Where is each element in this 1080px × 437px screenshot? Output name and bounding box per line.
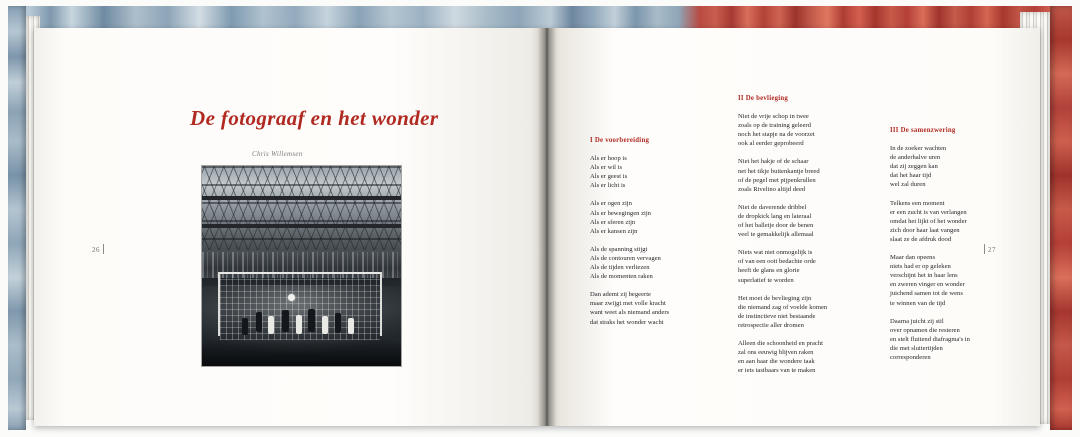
poem-stanza xyxy=(890,144,1020,189)
photo-player xyxy=(296,315,302,334)
poem-line: corresponderen xyxy=(890,353,931,361)
poem-line: zoals op de training geleerd xyxy=(738,122,811,130)
poem-line: en zweren vinger en wonder xyxy=(890,281,965,289)
poem-line: Als de contouren vervagen xyxy=(590,254,661,262)
poem-line: Niet de daverende dribbel xyxy=(738,203,807,211)
poem-stanza xyxy=(738,203,866,239)
poem-line: Het moet de bevlieging zijn xyxy=(738,294,812,302)
poem-line: dat straks het wonder wacht xyxy=(590,318,664,326)
poem-line: dat zij zeggen kan xyxy=(890,163,938,171)
photo-player xyxy=(268,316,274,334)
poem-line: die met sluitertijden xyxy=(890,344,943,352)
poem-line: de anderhalve uren xyxy=(890,154,941,162)
poem-line: die niemand zag of voelde komen xyxy=(738,303,828,311)
poem-stanza xyxy=(738,248,866,284)
author-byline: Chris Willemsen xyxy=(252,150,303,158)
poem-stanza xyxy=(590,199,710,235)
poem-stanza xyxy=(738,112,866,148)
poem-line: Als er ogen zijn xyxy=(590,200,632,208)
book-gutter-shadow xyxy=(538,28,556,426)
poem-line: Als er geest is xyxy=(590,173,628,181)
book-cover-left-edge xyxy=(8,6,26,430)
poem-line: Niet de vrije schop in twee xyxy=(738,113,809,121)
poem-column-3 xyxy=(890,126,1020,371)
poem-line: zoals Rivelino altijd deed xyxy=(738,185,806,193)
poem-line: veel te gemakkelijk allemaal xyxy=(738,231,814,239)
poem-line: Als er licht is xyxy=(590,182,626,190)
poem-stanza xyxy=(890,317,1020,362)
poem-line: niets had er op geleken xyxy=(890,263,951,271)
photo-player xyxy=(322,316,328,334)
poem-line: retrospectie aller dromen xyxy=(738,321,804,329)
poem-line: Als er wil is xyxy=(590,164,623,172)
poem-stanza xyxy=(890,199,1020,244)
poem-line: Als de momenten raken xyxy=(590,273,653,281)
folio-rule-icon xyxy=(103,244,104,254)
poem-stanza xyxy=(890,253,1020,308)
poem-line: Telkens een moment xyxy=(890,199,945,207)
poem-line: Als er hoop is xyxy=(590,155,627,163)
poem-column-1 xyxy=(590,136,710,336)
poem-line: Dan ademt zij begeerte xyxy=(590,291,651,299)
poem-line: Niet het hakje of de schaar xyxy=(738,158,809,166)
poem-line: te winnen van de tijd xyxy=(890,299,946,307)
folio-left xyxy=(92,244,104,254)
poem-line: ook al eerder geprobeerd xyxy=(738,140,804,148)
stadium-goal-action-photograph xyxy=(202,166,401,366)
photo-roof-beam xyxy=(202,224,401,228)
poem-section-title: I De voorbereiding xyxy=(590,137,650,144)
poem-line: de instinctieve niet bestaande xyxy=(738,312,816,320)
poem-line: noch het stapje na de voorzet xyxy=(738,131,815,139)
poem-line: Niets wat niet onmogelijk is xyxy=(738,249,813,257)
photo-player xyxy=(308,309,315,332)
poem-line: en aan haar die wondere taak xyxy=(738,358,815,366)
poem-line: er iets tastbaars van te maken xyxy=(738,367,816,375)
photo-foreground-shadow xyxy=(202,340,401,366)
photo-ball xyxy=(288,294,295,301)
poem-line: want weet als niemand anders xyxy=(590,309,670,317)
photo-player xyxy=(242,318,248,335)
page-number-right: 27 xyxy=(988,246,996,254)
page-number-left: 26 xyxy=(92,246,100,254)
page-spread xyxy=(34,28,1040,426)
poem-line: superlatief te worden xyxy=(738,276,794,284)
poem-line: zich door haar laat vangen xyxy=(890,226,960,234)
poem-line: juichend samen tot de wens xyxy=(890,290,963,298)
poem-line: omdat het lijkt of het wonder xyxy=(890,217,967,225)
poem-line: de dropkick lang en lateraal xyxy=(738,212,812,220)
photo-player xyxy=(335,313,341,333)
open-book xyxy=(8,6,1072,430)
photo-roof-truss xyxy=(202,166,401,258)
poem-line: net het tikje buitenkantje breed xyxy=(738,167,820,175)
poem-line: Als de tijden verliezen xyxy=(590,264,650,272)
poem-line: zal ons eeuwig blijven raken xyxy=(738,349,814,357)
page-title: De fotograaf en het wonder xyxy=(190,106,439,130)
poem-column-2 xyxy=(738,94,866,384)
photo-player xyxy=(282,310,289,332)
photo-goal-post-right xyxy=(380,272,382,336)
poem-line: Als de spanning stijgt xyxy=(590,245,648,253)
poem-line: of van een ooit bedachte orde xyxy=(738,258,816,266)
poem-stanza xyxy=(590,245,710,281)
poem-line: In de zoeker wachten xyxy=(890,145,947,153)
poem-line: over opnamen die resteren xyxy=(890,326,960,334)
poem-line: er een zucht is van verlangen xyxy=(890,208,967,216)
poem-line: Daarna juicht zij stil xyxy=(890,317,944,325)
poem-line: slaat ze de afdruk dood xyxy=(890,235,952,243)
poem-section-title: II De bevlieging xyxy=(738,95,789,102)
poem-line: maar zwijgt met volle kracht xyxy=(590,300,666,308)
poem-line: Als er bewegingen zijn xyxy=(590,209,651,217)
poem-line: en stelt fluitend diafragma's in xyxy=(890,335,970,343)
poem-line: verschijnt het in haar lens xyxy=(890,272,958,280)
poem-section-title: III De samenzwering xyxy=(890,127,956,134)
poem-line: Als er sferen zijn xyxy=(590,218,636,226)
photo-player xyxy=(348,318,354,334)
poem-line: wel zal duren xyxy=(890,181,926,189)
poem-line: heeft de glans en glorie xyxy=(738,267,800,275)
photo-player xyxy=(256,312,262,332)
poem-line: of het balletje door de benen xyxy=(738,222,814,230)
poem-line: Als er kansen zijn xyxy=(590,227,638,235)
poem-stanza xyxy=(738,339,866,375)
poem-stanza xyxy=(590,154,710,190)
poem-line: Alleen die schoonheid en pracht xyxy=(738,339,823,347)
poem-stanza xyxy=(738,294,866,330)
poem-stanza xyxy=(738,157,866,193)
book-cover-right-edge xyxy=(1050,6,1072,430)
poem-line: of de pegel met pijpenkrullen xyxy=(738,176,816,184)
poem-line: Maar dan opeens xyxy=(890,254,936,262)
poem-line: dat het haar tijd xyxy=(890,172,932,180)
photo-roof-beam xyxy=(202,196,401,200)
poem-stanza xyxy=(590,290,710,326)
